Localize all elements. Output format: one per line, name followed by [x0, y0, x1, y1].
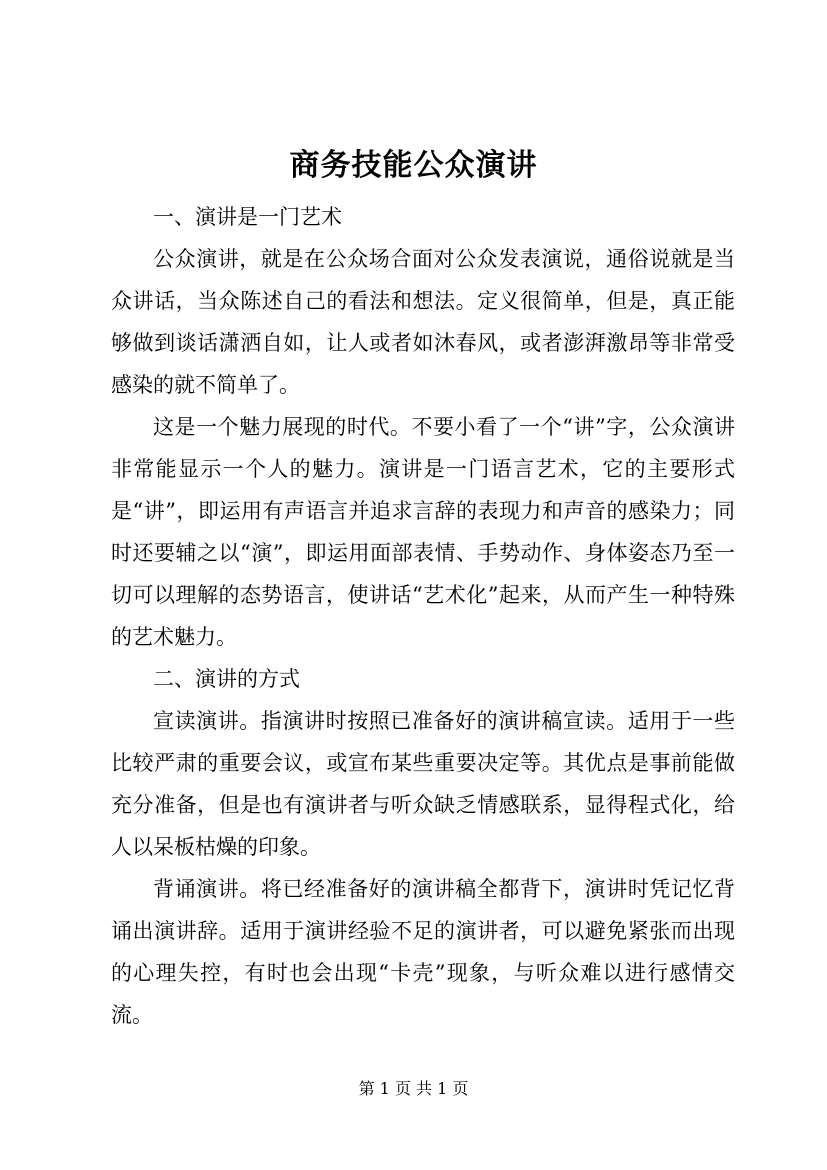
- document-body: [111, 196, 735, 1036]
- body-paragraph: 公众演讲，就是在公众场合面对公众发表演说，通俗说就是当众讲话，当众陈述自己的看法和想法。定义很简单，但是，真正能够做到谈话潇洒自如，让人或者如沐春风，或者澎湃激昂等非常受感染的就不简单了。: [111, 247, 735, 397]
- section-heading: 一、演讲是一门艺术: [153, 205, 342, 229]
- body-paragraph: 这是一个魅力展现的时代。不要小看了一个“讲”字，公众演讲非常能显示一个人的魅力。演讲是一门语言艺术，它的主要形式是“讲”，即运用有声语言并追求言辞的表现力和声音的感染力；同时还要辅之以“演”，即运用面部表情、手势动作、身体姿态乃至一切可以理解的态势语言，使讲话“艺术化”起来，从而产生一种特殊的艺术魅力。: [111, 415, 735, 649]
- body-paragraph: 宣读演讲。指演讲时按照已准备好的演讲稿宣读。适用于一些比较严肃的重要会议，或宣布某些重要决定等。其优点是事前能做充分准备，但是也有演讲者与听众缺乏情感联系，显得程式化，给人以呆板枯燥的印象。: [111, 709, 735, 859]
- section-heading: 二、演讲的方式: [153, 667, 300, 691]
- document-title: 商务技能公众演讲: [289, 148, 538, 183]
- page-footer: 第 1 页 共 1 页: [358, 1079, 469, 1098]
- body-paragraph: 背诵演讲。将已经准备好的演讲稿全都背下，演讲时凭记忆背诵出演讲辞。适用于演讲经验不足的演讲者，可以避免紧张而出现的心理失控，有时也会出现“卡壳”现象，与听众难以进行感情交流。: [111, 877, 735, 1027]
